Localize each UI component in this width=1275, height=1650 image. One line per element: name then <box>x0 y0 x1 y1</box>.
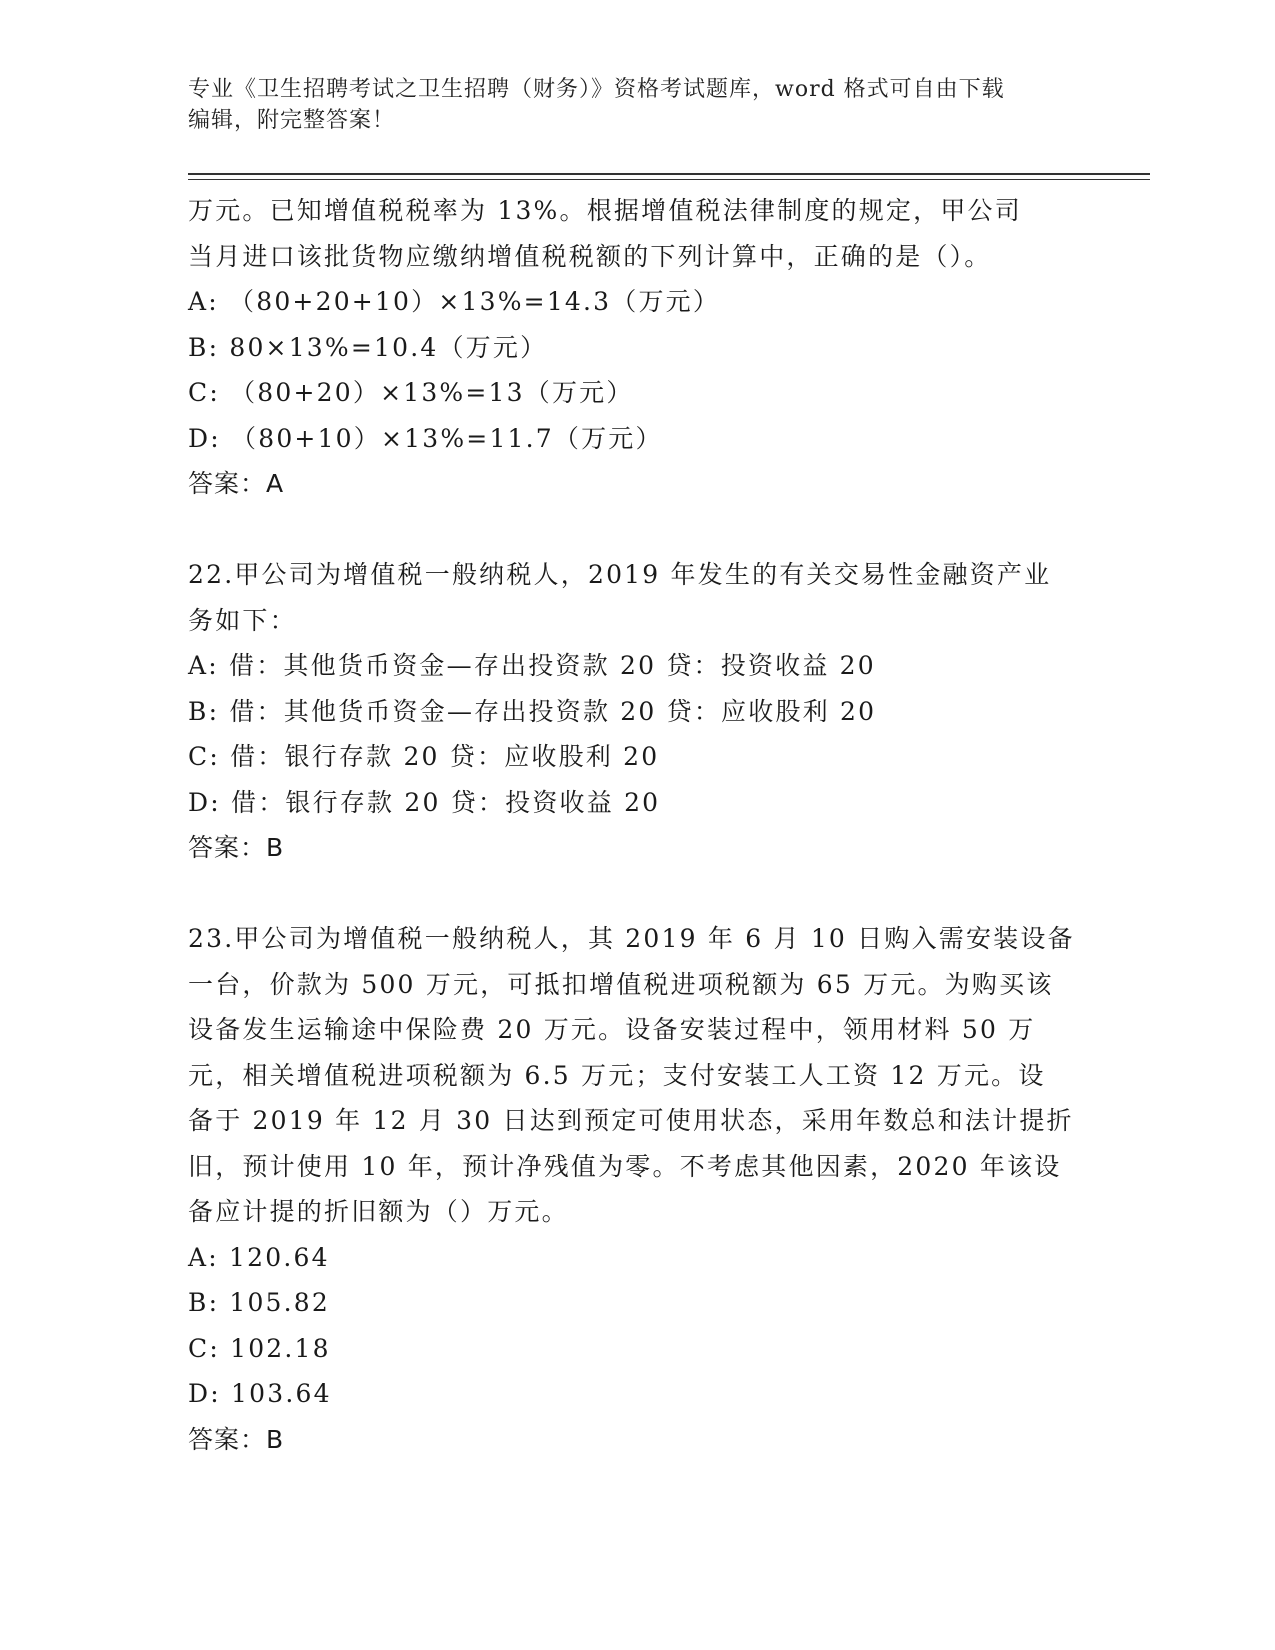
header-line-2: 编辑，附完整答案！ <box>188 108 396 133</box>
question-stem-line: 元，相关增值税进项税额为 6.5 万元；支付安装工人工资 12 万元。设 <box>188 1060 1046 1090</box>
option-a: A: 120.64 <box>188 1242 330 1272</box>
question-stem-line: 设备发生运输途中保险费 20 万元。设备安装过程中，领用材料 50 万 <box>188 1015 1036 1044</box>
question-stem-line: 当月进口该批货物应缴纳增值税税额的下列计算中，正确的是（）。 <box>188 241 992 271</box>
answer-line: 答案：A <box>188 469 285 498</box>
spacer <box>188 507 1088 553</box>
option-b: B: 借：其他货币资金—存出投资款 20 贷：应收股利 20 <box>188 696 877 726</box>
option-d: D: 借：银行存款 20 贷：投资收益 20 <box>188 787 661 817</box>
header-divider-thick <box>188 173 1150 175</box>
question-stem-line: 23.甲公司为增值税一般纳税人，其 2019 年 6 月 10 日购入需安装设备 <box>188 924 1075 953</box>
question-21 <box>188 188 1088 507</box>
answer-line: 答案：B <box>188 1424 285 1454</box>
question-stem-line: 备应计提的折旧额为（）万元。 <box>188 1197 569 1226</box>
question-22 <box>188 552 1088 871</box>
header-line-1: 专业《卫生招聘考试之卫生招聘（财务）》资格考试题库，word 格式可自由下载 <box>188 77 1005 102</box>
spacer <box>188 871 1088 917</box>
option-b: B: 105.82 <box>188 1288 331 1317</box>
question-stem-line: 务如下： <box>188 605 297 635</box>
option-c: C: 借：银行存款 20 贷：应收股利 20 <box>188 742 660 771</box>
option-c: C: 102.18 <box>188 1333 331 1363</box>
question-stem-line: 一台，价款为 500 万元，可抵扣增值税进项税额为 65 万元。为购买该 <box>188 969 1054 999</box>
option-a: A: 借：其他货币资金—存出投资款 20 贷：投资收益 20 <box>188 651 876 680</box>
option-d: D: 103.64 <box>188 1379 332 1408</box>
question-stem-line: 22.甲公司为增值税一般纳税人，2019 年发生的有关交易性金融资产业 <box>188 560 1052 589</box>
option-c: C: （80+20）×13%=13（万元） <box>188 378 634 407</box>
question-stem-line: 万元。已知增值税税率为 13%。根据增值税法律制度的规定，甲公司 <box>188 196 1022 225</box>
document-header <box>188 74 1068 136</box>
option-a: A: （80+20+10）×13%=14.3（万元） <box>188 287 721 316</box>
question-23 <box>188 916 1088 1462</box>
option-d: D: （80+10）×13%=11.7（万元） <box>188 423 663 453</box>
answer-line: 答案：B <box>188 833 285 862</box>
document-body <box>188 188 1088 1462</box>
question-stem-line: 旧，预计使用 10 年，预计净残值为零。不考虑其他因素，2020 年该设 <box>188 1151 1062 1181</box>
question-stem-line: 备于 2019 年 12 月 30 日达到预定可使用状态，采用年数总和法计提折 <box>188 1106 1074 1135</box>
option-b: B: 80×13%=10.4（万元） <box>188 332 548 362</box>
header-divider-thin <box>188 179 1150 180</box>
